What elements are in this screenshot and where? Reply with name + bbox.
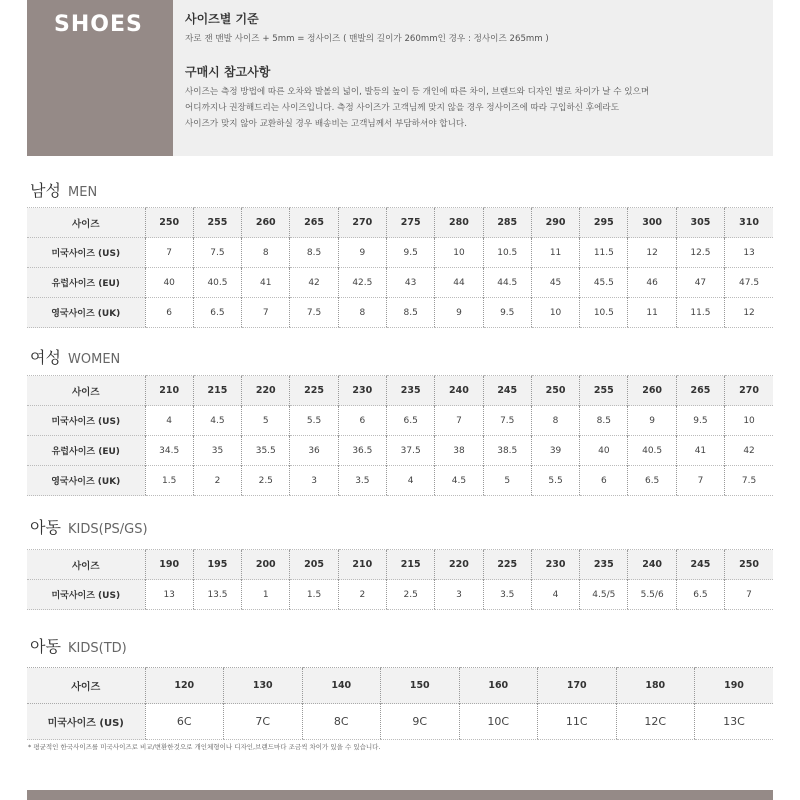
size-cell: 6.5 bbox=[676, 580, 724, 610]
size-cell: 140 bbox=[302, 668, 381, 704]
size-row bbox=[27, 238, 773, 268]
section-title-en: MEN bbox=[68, 185, 98, 200]
size-cell: 6.5 bbox=[387, 406, 435, 436]
size-row bbox=[27, 298, 773, 328]
size-cell: 42 bbox=[290, 268, 338, 298]
size-cell: 310 bbox=[725, 208, 773, 238]
size-cell: 215 bbox=[193, 376, 241, 406]
size-header-row bbox=[27, 550, 773, 580]
notice-text bbox=[185, 84, 755, 132]
row-label: 영국사이즈 (UK) bbox=[27, 298, 145, 328]
size-cell: 240 bbox=[628, 550, 676, 580]
row-label: 사이즈 bbox=[27, 668, 145, 704]
size-cell: 12.5 bbox=[676, 238, 724, 268]
size-cell: 11C bbox=[538, 704, 617, 740]
size-cell: 300 bbox=[628, 208, 676, 238]
size-cell: 13C bbox=[695, 704, 774, 740]
size-row bbox=[27, 580, 773, 610]
size-cell: 39 bbox=[531, 436, 579, 466]
size-guide-header bbox=[27, 0, 773, 156]
size-cell: 10 bbox=[531, 298, 579, 328]
size-cell: 10.5 bbox=[483, 238, 531, 268]
size-cell: 7.5 bbox=[290, 298, 338, 328]
size-cell: 42 bbox=[725, 436, 773, 466]
row-label: 유럽사이즈 (EU) bbox=[27, 436, 145, 466]
size-cell: 13.5 bbox=[193, 580, 241, 610]
brand-title: SHOES bbox=[54, 12, 143, 37]
size-cell: 2 bbox=[338, 580, 386, 610]
size-cell: 6 bbox=[580, 466, 628, 496]
size-cell: 36.5 bbox=[338, 436, 386, 466]
size-cell: 245 bbox=[676, 550, 724, 580]
size-cell: 43 bbox=[387, 268, 435, 298]
size-cell: 4.5/5 bbox=[580, 580, 628, 610]
size-cell: 10.5 bbox=[580, 298, 628, 328]
size-cell: 47 bbox=[676, 268, 724, 298]
bottom-bar bbox=[27, 790, 773, 800]
standard-heading: 사이즈별 기준 bbox=[185, 12, 259, 26]
size-cell: 7 bbox=[242, 298, 290, 328]
men-section-title bbox=[30, 178, 97, 201]
size-cell: 7 bbox=[676, 466, 724, 496]
row-label: 미국사이즈 (US) bbox=[27, 406, 145, 436]
size-cell: 35 bbox=[193, 436, 241, 466]
size-cell: 11.5 bbox=[676, 298, 724, 328]
footnote: * 평균적인 한국사이즈를 미국사이즈로 비교/변환한것으로 개인체형이나 디자인,브랜드마다 조금씩 차이가 있을 수 있습니다. bbox=[28, 743, 381, 751]
size-cell: 260 bbox=[242, 208, 290, 238]
size-cell: 2 bbox=[193, 466, 241, 496]
size-cell: 215 bbox=[387, 550, 435, 580]
size-cell: 8C bbox=[302, 704, 381, 740]
size-cell: 195 bbox=[193, 550, 241, 580]
size-cell: 45 bbox=[531, 268, 579, 298]
size-cell: 40 bbox=[580, 436, 628, 466]
size-cell: 9 bbox=[628, 406, 676, 436]
size-row bbox=[27, 466, 773, 496]
size-cell: 8 bbox=[242, 238, 290, 268]
row-label: 사이즈 bbox=[27, 208, 145, 238]
info-block bbox=[185, 10, 755, 132]
size-cell: 120 bbox=[145, 668, 224, 704]
section-title-ko: 아동 bbox=[30, 518, 61, 537]
size-cell: 1.5 bbox=[145, 466, 193, 496]
section-title-en: WOMEN bbox=[68, 352, 121, 367]
size-cell: 7 bbox=[435, 406, 483, 436]
size-cell: 170 bbox=[538, 668, 617, 704]
section-title-ko: 아동 bbox=[30, 637, 61, 656]
size-cell: 9C bbox=[381, 704, 460, 740]
size-cell: 11 bbox=[531, 238, 579, 268]
row-label: 미국사이즈 (US) bbox=[27, 238, 145, 268]
size-cell: 265 bbox=[290, 208, 338, 238]
size-cell: 5 bbox=[483, 466, 531, 496]
size-cell: 12 bbox=[628, 238, 676, 268]
size-cell: 11 bbox=[628, 298, 676, 328]
size-cell: 130 bbox=[224, 668, 303, 704]
row-label: 유럽사이즈 (EU) bbox=[27, 268, 145, 298]
notice-heading: 구매시 참고사항 bbox=[185, 65, 271, 79]
size-cell: 285 bbox=[483, 208, 531, 238]
size-cell: 10 bbox=[725, 406, 773, 436]
size-cell: 240 bbox=[435, 376, 483, 406]
size-cell: 7 bbox=[725, 580, 773, 610]
size-cell: 5.5 bbox=[531, 466, 579, 496]
size-cell: 3 bbox=[290, 466, 338, 496]
size-cell: 44 bbox=[435, 268, 483, 298]
size-cell: 8.5 bbox=[580, 406, 628, 436]
standard-text: 자로 잰 맨발 사이즈 + 5mm = 정사이즈 ( 맨발의 길이가 260mm인 경우 : 정사이즈 265mm ) bbox=[185, 34, 549, 44]
size-cell: 34.5 bbox=[145, 436, 193, 466]
size-cell: 270 bbox=[338, 208, 386, 238]
size-cell: 40.5 bbox=[628, 436, 676, 466]
size-cell: 6.5 bbox=[193, 298, 241, 328]
size-cell: 5.5/6 bbox=[628, 580, 676, 610]
size-cell: 9.5 bbox=[676, 406, 724, 436]
size-cell: 225 bbox=[483, 550, 531, 580]
size-cell: 41 bbox=[242, 268, 290, 298]
section-title-en: KIDS(TD) bbox=[68, 641, 127, 656]
size-cell: 190 bbox=[695, 668, 774, 704]
size-cell: 40.5 bbox=[193, 268, 241, 298]
size-row bbox=[27, 704, 773, 740]
size-cell: 295 bbox=[580, 208, 628, 238]
size-cell: 9.5 bbox=[387, 238, 435, 268]
size-cell: 1.5 bbox=[290, 580, 338, 610]
size-cell: 42.5 bbox=[338, 268, 386, 298]
row-label: 사이즈 bbox=[27, 550, 145, 580]
size-cell: 180 bbox=[616, 668, 695, 704]
size-cell: 45.5 bbox=[580, 268, 628, 298]
size-cell: 270 bbox=[725, 376, 773, 406]
size-cell: 225 bbox=[290, 376, 338, 406]
row-label: 미국사이즈 (US) bbox=[27, 704, 145, 740]
size-cell: 12 bbox=[725, 298, 773, 328]
size-cell: 6 bbox=[145, 298, 193, 328]
size-cell: 7.5 bbox=[193, 238, 241, 268]
size-cell: 210 bbox=[338, 550, 386, 580]
size-cell: 44.5 bbox=[483, 268, 531, 298]
size-cell: 265 bbox=[676, 376, 724, 406]
size-cell: 245 bbox=[483, 376, 531, 406]
size-cell: 8 bbox=[531, 406, 579, 436]
size-cell: 200 bbox=[242, 550, 290, 580]
size-cell: 40 bbox=[145, 268, 193, 298]
size-cell: 4.5 bbox=[193, 406, 241, 436]
section-title-ko: 남성 bbox=[30, 181, 61, 200]
notice-line: 어디까지나 권장해드리는 사이즈입니다. 측정 사이즈가 고객님께 맞지 않을 경우 정사이즈에 따라 구입하신 후에라도 bbox=[185, 103, 619, 113]
size-header-row bbox=[27, 668, 773, 704]
row-label: 영국사이즈 (UK) bbox=[27, 466, 145, 496]
size-cell: 190 bbox=[145, 550, 193, 580]
size-cell: 4 bbox=[145, 406, 193, 436]
size-cell: 9 bbox=[338, 238, 386, 268]
men-size-table bbox=[27, 207, 773, 328]
size-cell: 6 bbox=[338, 406, 386, 436]
size-cell: 280 bbox=[435, 208, 483, 238]
size-cell: 235 bbox=[387, 376, 435, 406]
size-cell: 230 bbox=[338, 376, 386, 406]
size-cell: 3.5 bbox=[338, 466, 386, 496]
size-cell: 6.5 bbox=[628, 466, 676, 496]
size-row bbox=[27, 268, 773, 298]
size-cell: 41 bbox=[676, 436, 724, 466]
size-cell: 4 bbox=[531, 580, 579, 610]
size-cell: 7C bbox=[224, 704, 303, 740]
size-cell: 305 bbox=[676, 208, 724, 238]
section-title-en: KIDS(PS/GS) bbox=[68, 522, 148, 537]
size-cell: 150 bbox=[381, 668, 460, 704]
notice-line: 사이즈가 맞지 않아 교환하실 경우 배송비는 고객님께서 부담하셔야 합니다. bbox=[185, 119, 467, 129]
size-cell: 5.5 bbox=[290, 406, 338, 436]
size-cell: 8.5 bbox=[387, 298, 435, 328]
size-cell: 11.5 bbox=[580, 238, 628, 268]
size-cell: 205 bbox=[290, 550, 338, 580]
brand-panel bbox=[27, 0, 173, 156]
size-cell: 4.5 bbox=[435, 466, 483, 496]
kids-td-section-title bbox=[30, 634, 127, 657]
size-cell: 47.5 bbox=[725, 268, 773, 298]
size-cell: 9 bbox=[435, 298, 483, 328]
size-cell: 1 bbox=[242, 580, 290, 610]
size-cell: 260 bbox=[628, 376, 676, 406]
size-cell: 6C bbox=[145, 704, 224, 740]
size-cell: 210 bbox=[145, 376, 193, 406]
kids-psgs-size-table bbox=[27, 549, 773, 610]
size-cell: 37.5 bbox=[387, 436, 435, 466]
size-cell: 160 bbox=[459, 668, 538, 704]
size-cell: 250 bbox=[725, 550, 773, 580]
women-section-title bbox=[30, 345, 120, 368]
size-cell: 3 bbox=[435, 580, 483, 610]
size-cell: 255 bbox=[193, 208, 241, 238]
size-cell: 8 bbox=[338, 298, 386, 328]
size-cell: 9.5 bbox=[483, 298, 531, 328]
size-header-row bbox=[27, 208, 773, 238]
size-row bbox=[27, 406, 773, 436]
size-cell: 38 bbox=[435, 436, 483, 466]
size-cell: 290 bbox=[531, 208, 579, 238]
row-label: 사이즈 bbox=[27, 376, 145, 406]
size-header-row bbox=[27, 376, 773, 406]
size-cell: 3.5 bbox=[483, 580, 531, 610]
size-cell: 235 bbox=[580, 550, 628, 580]
women-size-table bbox=[27, 375, 773, 496]
size-cell: 38.5 bbox=[483, 436, 531, 466]
size-cell: 2.5 bbox=[242, 466, 290, 496]
size-cell: 7 bbox=[145, 238, 193, 268]
size-cell: 230 bbox=[531, 550, 579, 580]
kids-psgs-section-title bbox=[30, 515, 148, 538]
size-cell: 8.5 bbox=[290, 238, 338, 268]
size-cell: 250 bbox=[145, 208, 193, 238]
size-cell: 4 bbox=[387, 466, 435, 496]
size-cell: 250 bbox=[531, 376, 579, 406]
size-cell: 220 bbox=[242, 376, 290, 406]
size-row bbox=[27, 436, 773, 466]
size-cell: 275 bbox=[387, 208, 435, 238]
size-cell: 10 bbox=[435, 238, 483, 268]
size-cell: 46 bbox=[628, 268, 676, 298]
size-cell: 2.5 bbox=[387, 580, 435, 610]
size-cell: 220 bbox=[435, 550, 483, 580]
size-cell: 12C bbox=[616, 704, 695, 740]
size-cell: 13 bbox=[725, 238, 773, 268]
size-cell: 35.5 bbox=[242, 436, 290, 466]
size-cell: 255 bbox=[580, 376, 628, 406]
size-cell: 7.5 bbox=[483, 406, 531, 436]
size-cell: 36 bbox=[290, 436, 338, 466]
size-cell: 7.5 bbox=[725, 466, 773, 496]
size-cell: 5 bbox=[242, 406, 290, 436]
section-title-ko: 여성 bbox=[30, 348, 61, 367]
notice-line: 사이즈는 측정 방법에 따른 오차와 발볼의 넓이, 발등의 높이 등 개인에 따른 차이, 브랜드와 디자인 별로 차이가 날 수 있으며 bbox=[185, 87, 650, 97]
row-label: 미국사이즈 (US) bbox=[27, 580, 145, 610]
size-cell: 10C bbox=[459, 704, 538, 740]
size-cell: 13 bbox=[145, 580, 193, 610]
kids-td-size-table bbox=[27, 667, 773, 740]
